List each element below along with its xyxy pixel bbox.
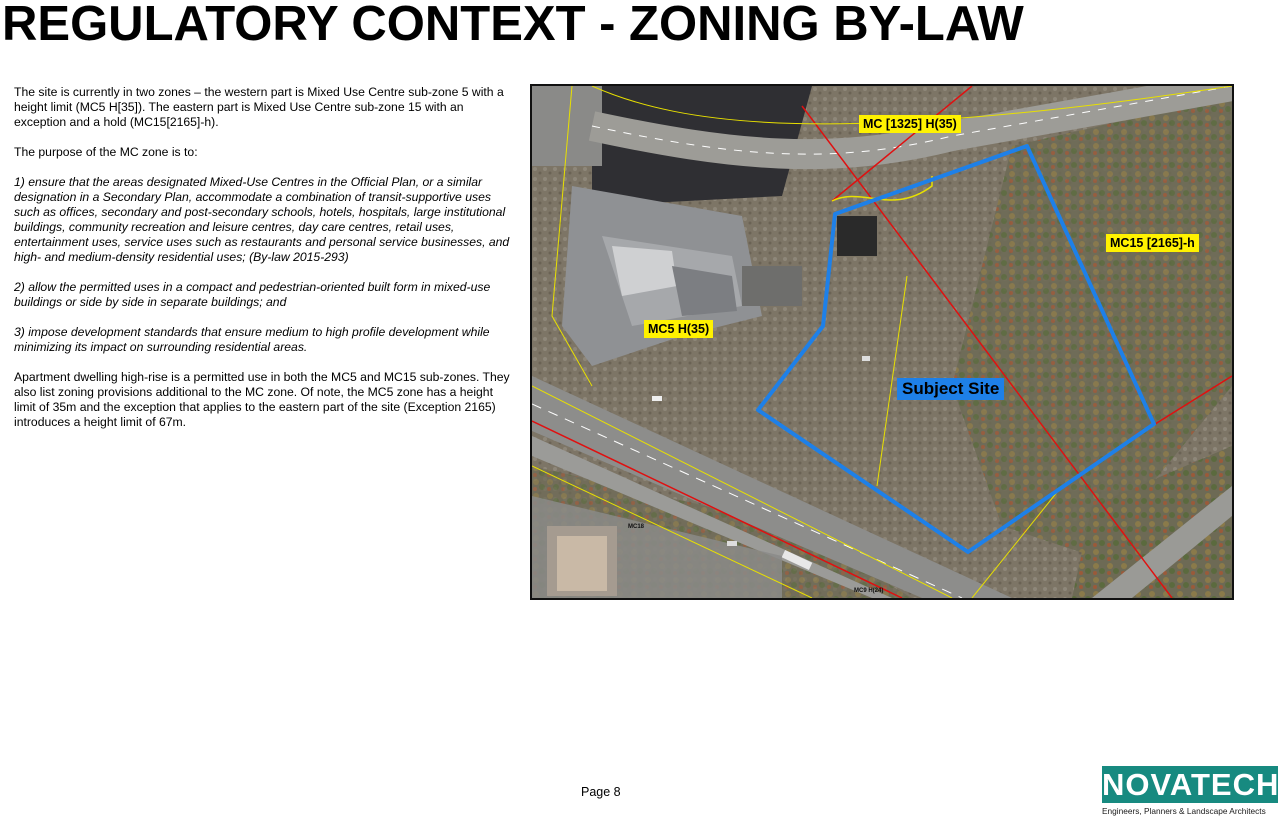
paragraph-purpose-3: 3) impose development standards that ensure medium to high profile development while minimizing its impact on surrounding residential areas. xyxy=(14,325,490,354)
page-title: REGULATORY CONTEXT - ZONING BY-LAW xyxy=(2,0,1024,51)
logo-wordmark: NOVATECH xyxy=(1102,767,1280,802)
novatech-logo xyxy=(1102,766,1280,821)
paragraph-high-rise: Apartment dwelling high-rise is a permitted use in both the MC5 and MC15 sub-zones. They also list zoning provisions additional to the MC zone. Of note, the MC5 zone has a height limit of 35m and the exception that applies to the eastern part of the site (Exception 2165) introduces a height limit of 67m. xyxy=(14,370,510,429)
subject-site-label: Subject Site xyxy=(897,378,1004,400)
paragraph-zones: The site is currently in two zones – the western part is Mixed Use Centre sub-zone 5 with a height limit (MC5 H[35]). The eastern part is Mixed Use Centre sub-zone 15 with an exception and a hold (MC15[2165]-h). xyxy=(14,85,504,129)
paragraph-purpose-intro: The purpose of the MC zone is to: xyxy=(14,145,198,159)
zone-label-mc15: MC15 [2165]-h xyxy=(1106,234,1199,252)
paragraph-purpose-1: 1) ensure that the areas designated Mixed-Use Centres in the Official Plan, or a similar designation in a Secondary Plan, accommodate a combination of transit-supportive uses such as offices, secondary and post-secondary schools, hotels, hospitals, large institutional buildings, community recreation and leisure centres, day care centres, retail uses, entertainment uses, service uses such as restaurants and personal service businesses, and high- and medium-density residential uses; (By-law 2015-293) xyxy=(14,175,510,264)
page-number: Page 8 xyxy=(581,785,621,799)
zoning-aerial-map xyxy=(530,84,1234,600)
zone-label-mc9: MC9 H(24) xyxy=(854,588,884,594)
zone-label-mc5: MC5 H(35) xyxy=(644,320,713,338)
paragraph-purpose-2: 2) allow the permitted uses in a compact and pedestrian-oriented built form in mixed-use buildings or side by side in separate buildings; and xyxy=(14,280,491,309)
zone-label-mc18: MC18 xyxy=(628,524,645,530)
body-text xyxy=(14,85,514,445)
aerial-photo xyxy=(532,86,1232,598)
logo-tagline: Engineers, Planners & Landscape Architects xyxy=(1102,806,1266,816)
zone-label-mc1325: MC [1325] H(35) xyxy=(859,115,961,133)
